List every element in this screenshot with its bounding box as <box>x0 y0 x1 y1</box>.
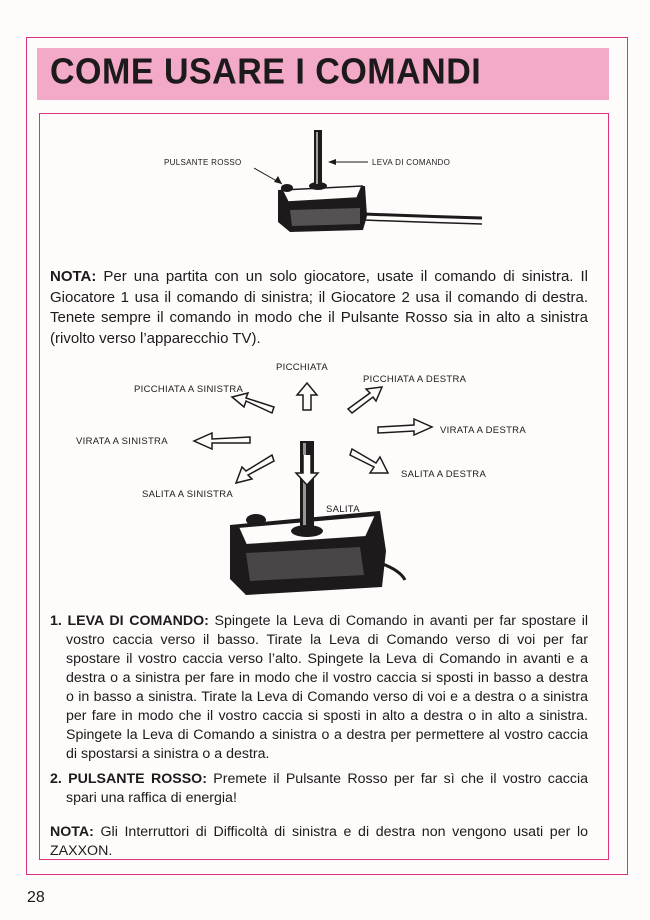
direction-up-left-label: PICCHIATA A SINISTRA <box>134 384 244 395</box>
nota-2 <box>50 823 588 861</box>
direction-down-left-label: SALITA A SINISTRA <box>142 489 233 500</box>
list-item-number: 2. <box>50 771 62 787</box>
direction-up-right-label: PICCHIATA A DESTRA <box>363 374 467 385</box>
joystick-figure <box>150 118 490 243</box>
page-number: 28 <box>27 889 45 906</box>
list-item <box>50 770 588 808</box>
nota-2-heading: NOTA: <box>50 824 94 840</box>
direction-up-label: PICCHIATA <box>276 362 328 373</box>
list-item-heading: PULSANTE ROSSO: <box>68 771 207 787</box>
nota-1-text: Per una partita con un solo giocatore, usate il comando di sinistra. Il Giocatore 1 usa il comando di sinistra; il Giocatore 2 usa il comando di destra. Tenete sempre il comando in modo che il Pulsante Rosso sia in alto a sinistra (rivolto verso l’apparecchio TV). <box>50 268 588 347</box>
list-item-text: Spingete la Leva di Comando in avanti per far spostare il vostro caccia verso il basso. Tirate la Leva di Comando verso di voi per far spostare il vostro caccia verso l’alto. Spingete la Leva di Comando in avanti e a destra o a sinistra per fare in modo che il vostro caccia si sposti in basso a destra o in basso a sinistra. Tirate la Leva di Comando verso di voi e a destra o a sinistra per fare in modo che il vostro caccia si sposti in alto a destra o in alto a sinistra. Spingete la Leva di Comando a sinistra o a destra per permettere al vostro caccia di spostarsi a sinistra o a destra. <box>66 613 588 762</box>
controls-list <box>50 612 588 814</box>
nota-2-text: Gli Interruttori di Difficoltà di sinistra e di destra non vengono usati per lo ZAXXON. <box>50 824 588 859</box>
stick-label: LEVA DI COMANDO <box>372 158 451 167</box>
list-item-heading: LEVA DI COMANDO: <box>67 613 209 629</box>
list-item-number: 1. <box>50 613 62 629</box>
direction-down-right-label: SALITA A DESTRA <box>401 469 487 480</box>
list-item-text: Premete il Pulsante Rosso per far sì che il vostro caccia spari una raffica di energia! <box>66 771 588 806</box>
page-title: COME USARE I COMANDI <box>50 52 482 92</box>
direction-down-label: SALITA <box>326 504 360 515</box>
direction-left-label: VIRATA A SINISTRA <box>76 436 168 447</box>
list-item <box>50 612 588 764</box>
direction-right-label: VIRATA A DESTRA <box>440 425 526 436</box>
nota-1-heading: NOTA: <box>50 268 97 285</box>
red-button-label: PULSANTE ROSSO <box>164 158 242 167</box>
nota-1 <box>50 267 588 349</box>
